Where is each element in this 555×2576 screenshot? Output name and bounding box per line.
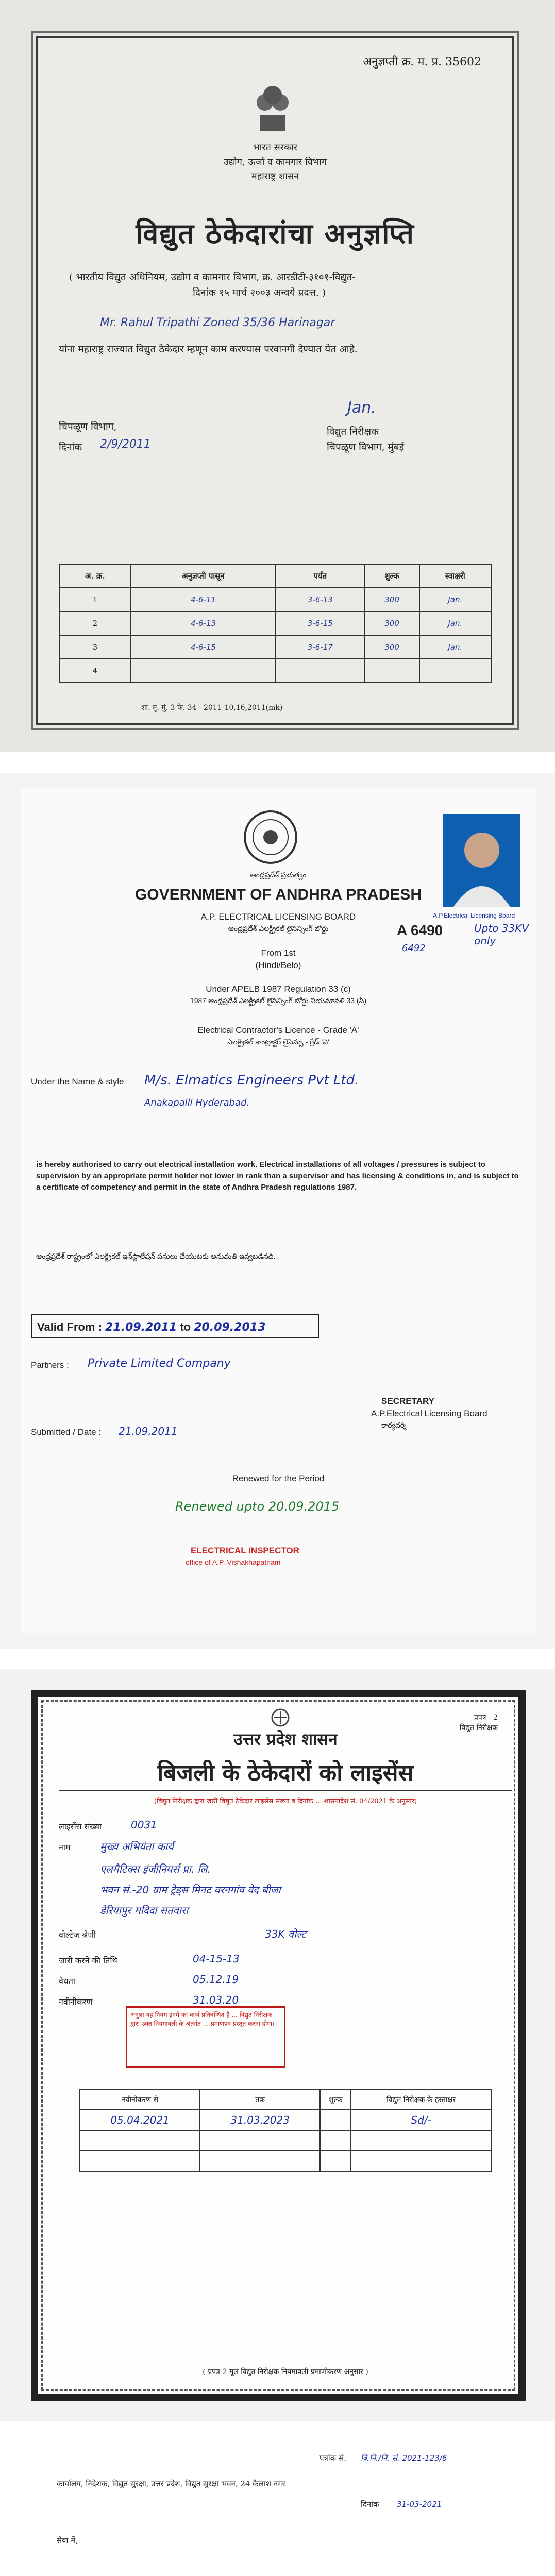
- state-seal-icon: [242, 809, 299, 866]
- page-title: विद्युत ठेकेदारांचा अनुज्ञप्ति: [136, 217, 415, 250]
- licence-grade-telugu: ఎలక్ట్రికల్ కాంట్రాక్టర్ లైసెన్సు - గ్రేడ్ 'ఎ': [227, 1038, 329, 1046]
- renewed-label: Renewed for the Period: [232, 1473, 325, 1483]
- name-style-label: Under the Name & style: [31, 1077, 124, 1087]
- intro-text: ( भारतीय विद्युत अधिनियम, उद्योग व कामगार विभाग, क्र. आरडीटी-३१०१-विद्युत-: [69, 272, 356, 283]
- form-office: विद्युत निरीक्षक: [459, 1724, 498, 1732]
- footer-text: शा. मु. मुं. 3 फे. 34 - 2011-10,16,2011(mk): [141, 704, 283, 712]
- partners-value: Private Limited Company: [88, 1357, 231, 1370]
- table-header-row: [80, 2089, 491, 2110]
- from-value: (Hindi/Belo): [255, 960, 301, 970]
- table-cell: [200, 2130, 320, 2151]
- reference-label: पत्रांक सं.: [319, 2453, 346, 2463]
- name-label: नाम: [59, 1842, 71, 1852]
- table-cell: 300: [365, 588, 419, 612]
- table-cell: 3-6-17: [276, 635, 364, 659]
- from-label: From 1st: [261, 948, 296, 958]
- inspector-title: विद्युत निरीक्षक: [327, 426, 379, 437]
- firm-name: एलमैटिक्स इंजीनियर्स प्रा. लि.: [100, 1863, 211, 1875]
- footer-text: ( प्रपत्र-2 मूल विद्युत निरीक्षक नियमावली प्रमाणीकरण अनुसार ): [203, 2368, 368, 2376]
- table-cell: [80, 2151, 200, 2172]
- validity-label: वैधता: [59, 1976, 76, 1986]
- licence-border: [31, 1690, 526, 2401]
- certificate-frame: [36, 36, 514, 725]
- regulation-text-telugu: 1987 ఆంధ్రప్రదేశ్ ఎలక్ట్రికల్ లైసెన్సింగ్ బోర్డు నియమావళి 33 (సి): [190, 996, 367, 1005]
- table-cell: 31.03.2023: [200, 2110, 320, 2130]
- date-label: दिनांक: [59, 442, 82, 453]
- table-header: अ. क्र.: [59, 564, 131, 588]
- firm-address-2: डेरियापुर मदिदा सतवारा: [100, 1904, 189, 1917]
- page-title: GOVERNMENT OF ANDHRA PRADESH: [134, 886, 422, 903]
- table-row: [80, 2151, 491, 2172]
- submitted-date: 21.09.2011: [119, 1425, 178, 1437]
- place-label: चिपळूण विभाग,: [59, 421, 117, 432]
- permission-text: यांना महाराष्ट्र राज्यात विद्युत ठेकेदार म्हणून काम करण्यास परवानगी देण्यात येत आहे.: [59, 344, 358, 355]
- office-label: महाराष्ट्र शासन: [251, 171, 299, 182]
- table-header: तक: [200, 2089, 320, 2110]
- table-row: [59, 659, 491, 683]
- form-number: प्रपत्र - 2: [474, 1714, 498, 1722]
- firm-name: M/s. Elmatics Engineers Pvt Ltd.: [144, 1073, 359, 1088]
- telugu-header: ఆంధ్రప్రదేశ్ ప్రభుత్వం: [250, 871, 307, 879]
- table-cell: 3-6-13: [276, 588, 364, 612]
- table-row: [59, 588, 491, 612]
- licence-page-up: [0, 1669, 555, 2421]
- licence-no-label: लाइसेंस संख्या: [59, 1822, 102, 1832]
- inspector-office: चिपळूण विभाग, मुंबई: [327, 442, 405, 453]
- table-cell: 3: [59, 635, 131, 659]
- issue-date-label: जारी करने की तिथि: [59, 1956, 117, 1965]
- valid-from-label: Valid From :: [37, 1320, 102, 1333]
- table-cell: 4-6-13: [131, 612, 276, 635]
- divider: [59, 1790, 512, 1791]
- table-cell: [351, 2130, 491, 2151]
- table-cell: 300: [365, 612, 419, 635]
- renewal-table: [79, 2089, 492, 2172]
- table-row: [59, 612, 491, 635]
- intro-text-2: दिनांक १५ मार्च २००३ अन्वये प्रदत्त. ): [193, 287, 326, 298]
- voltage-label: वोल्टेज श्रेणी: [59, 1930, 96, 1940]
- table-cell: [320, 2151, 351, 2172]
- serial-number: अनुज्ञप्ती क्र. म. प्र. 35602: [363, 56, 481, 69]
- licence-no-value: 0031: [131, 1819, 157, 1831]
- valid-from-date: 21.09.2011: [105, 1321, 177, 1334]
- table-cell: 4-6-11: [131, 588, 276, 612]
- government-label: भारत सरकार: [253, 142, 298, 153]
- table-cell: 300: [365, 635, 419, 659]
- table-cell: 1: [59, 588, 131, 612]
- government-label: उत्तर प्रदेश शासन: [233, 1730, 338, 1749]
- table-cell: 2: [59, 612, 131, 635]
- name-value: मुख्य अभियंता कार्य: [100, 1840, 174, 1853]
- table-header: शुल्क: [365, 564, 419, 588]
- table-cell: Jan.: [419, 612, 491, 635]
- rule-reference: (विद्युत निरीक्षक द्वारा जारी विद्युत ठेकेदार लाइसेंस संख्या व दिनांक ... शासनादेश सं. 04/2021 के अनुसार): [154, 1798, 417, 1805]
- renewal-stamp-office: office of A.P. Vishakhapatnam: [186, 1558, 281, 1566]
- voltage-note: Upto 33KV only: [474, 922, 529, 947]
- table-cell: 4-6-15: [131, 635, 276, 659]
- issue-date-value: 04-15-13: [193, 1953, 240, 1965]
- national-emblem-icon: [249, 74, 296, 136]
- certificate-body: [21, 788, 536, 1633]
- date-value: 31-03-2021: [397, 2500, 442, 2509]
- board-name-telugu: ఆంధ్రప్రదేశ్ ఎలక్ట్రికల్ లైసెన్సింగ్ బోర్డు: [228, 924, 329, 933]
- date-label: दिनांक: [361, 2500, 379, 2509]
- office-address: कार्यालय, निदेशक, विद्युत सुरक्षा, उत्तर प्रदेश, विद्युत सुरक्षा भवन, 24 कैलाश नगर: [57, 2479, 285, 2488]
- table-cell: [351, 2151, 491, 2172]
- voltage-value: 33K वोल्ट: [265, 1928, 307, 1940]
- table-cell: Sd/-: [351, 2110, 491, 2130]
- renewal-note: Renewed upto 20.09.2015: [175, 1499, 340, 1514]
- issue-date: 2/9/2011: [100, 438, 151, 451]
- table-cell: [320, 2110, 351, 2130]
- firm-address: Anakapalli Hyderabad.: [144, 1097, 250, 1108]
- conditions-box: अनुज्ञा यह नियम इनमें का कार्य प्रतिबन्धित है ... विद्युत निरीक्षक द्वारा उक्त नियमावली के अंतर्गत ... प्रमाणपत्र प्रस्तुत करना होगा।: [126, 2006, 285, 2068]
- regulation-text: Under APELB 1987 Regulation 33 (c): [206, 984, 351, 994]
- secretary-board: A.P.Electrical Licensing Board: [371, 1409, 487, 1418]
- table-header-row: [59, 564, 491, 588]
- secretary-title: SECRETARY: [381, 1396, 434, 1406]
- renewal-value: 31.03.20: [193, 1994, 239, 2006]
- table-cell: 3-6-15: [276, 612, 364, 635]
- table-row: [59, 635, 491, 659]
- partners-label: Partners :: [31, 1360, 69, 1370]
- table-header: नवीनीकरण से: [80, 2089, 200, 2110]
- submitted-label: Submitted / Date :: [31, 1427, 102, 1437]
- firm-address-1: भवन सं.-20 ग्राम ट्रेड्स मिनट वरनगांव वेद बीजा: [100, 1884, 281, 1896]
- valid-to-label: to: [180, 1320, 191, 1333]
- inspector-signature: Jan.: [347, 399, 376, 417]
- renewal-label: नवीनीकरण: [59, 1997, 93, 2007]
- validity-value: 05.12.19: [193, 1973, 239, 1986]
- reference-number: वि.नि./नि. सं. 2021-123/6: [361, 2453, 447, 2463]
- board-name: A.P. ELECTRICAL LICENSING BOARD: [200, 912, 356, 922]
- authorisation-text: is hereby authorised to carry out electrical installation work. Electrical installations of all voltages / pressures is subject to supervision by an appropriate permit holder not lower in rank than a supervisor and has licensing & conditions in, and is subject to a certificate of competency and permit in the state of Andhra Pradesh regulations 1987.: [36, 1160, 519, 1192]
- table-cell: [276, 659, 364, 683]
- authorisation-text-telugu: ఆంధ్రప్రదేశ్ రాష్ట్రంలో ఎలక్ట్రికల్ ఇన్‌స్టాలేషన్ పనులు చేయుటకు అనుమతి ఇవ్వబడినది.: [36, 1252, 276, 1260]
- secretary-telugu: కార్యదర్శి: [381, 1421, 407, 1429]
- to-label: सेवा में,: [57, 2536, 78, 2545]
- table-cell: [419, 659, 491, 683]
- table-cell: 05.04.2021: [80, 2110, 200, 2130]
- table-header: पर्यंत: [276, 564, 364, 588]
- table-header: विद्युत निरीक्षक के हस्ताक्षर: [351, 2089, 491, 2110]
- licence-number: A 6490: [397, 922, 443, 938]
- renewal-table: [59, 564, 492, 683]
- table-cell: [80, 2130, 200, 2151]
- renewal-letter-page: [0, 2442, 555, 2576]
- department-label: उद्योग, ऊर्जा व कामगार विभाग: [223, 157, 327, 167]
- licence-page-maharashtra: [0, 0, 555, 752]
- grantee-name: Mr. Rahul Tripathi Zoned 35/36 Harinagar: [100, 316, 335, 329]
- table-cell: [320, 2130, 351, 2151]
- table-row: [80, 2130, 491, 2151]
- page-title: बिजली के ठेकेदारों को लाइसेंस: [157, 1760, 414, 1786]
- valid-to-date: 20.09.2013: [194, 1321, 266, 1334]
- photo-caption: A.P.Electrical Licensing Board: [433, 912, 515, 919]
- table-header: स्वाक्षरी: [419, 564, 491, 588]
- table-header: शुल्क: [320, 2089, 351, 2110]
- licence-grade: Electrical Contractor's Licence - Grade 'A': [197, 1025, 359, 1035]
- table-cell: 4: [59, 659, 131, 683]
- licence-subnumber: 6492: [402, 943, 426, 954]
- state-emblem-icon: [260, 1707, 301, 1728]
- validity-box: [31, 1314, 319, 1338]
- renewal-stamp: ELECTRICAL INSPECTOR: [191, 1546, 299, 1555]
- table-cell: [365, 659, 419, 683]
- licence-page-andhra: [0, 773, 555, 1649]
- table-cell: Jan.: [419, 588, 491, 612]
- table-cell: [200, 2151, 320, 2172]
- table-cell: [131, 659, 276, 683]
- table-row: [80, 2110, 491, 2130]
- table-cell: Jan.: [419, 635, 491, 659]
- table-header: अनुज्ञप्ती पासून: [131, 564, 276, 588]
